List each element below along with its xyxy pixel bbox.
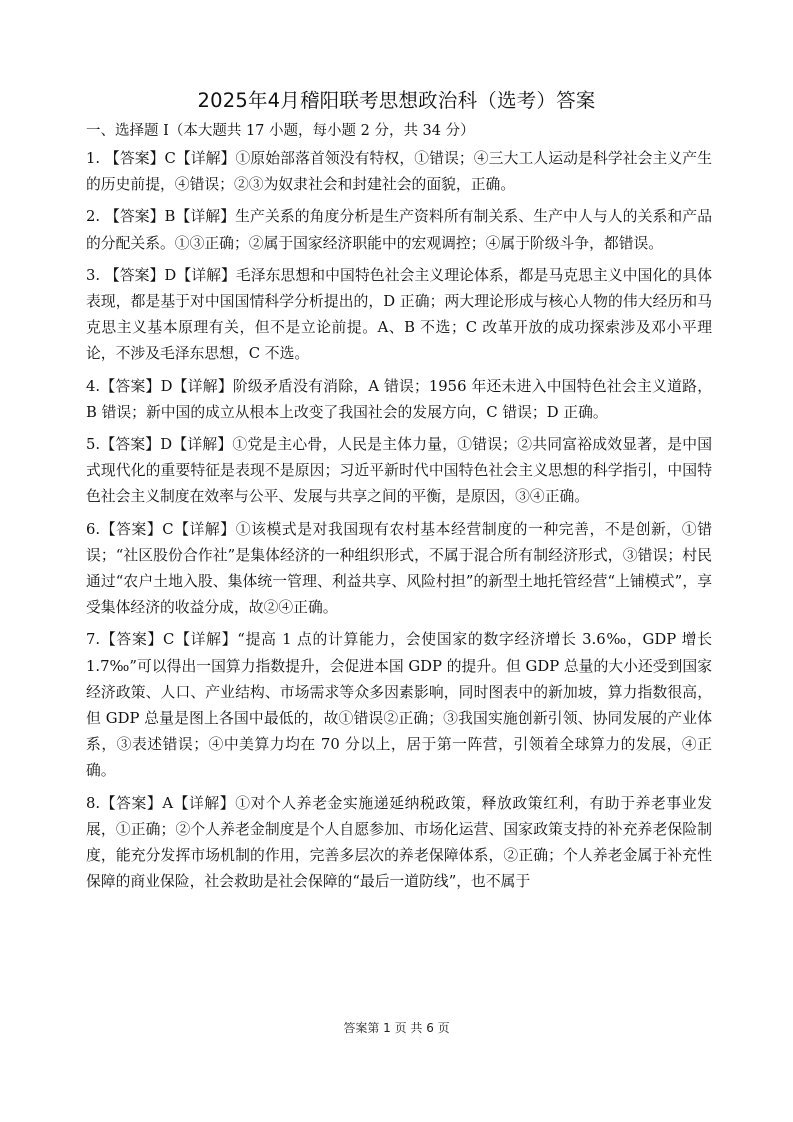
answer-item (86, 432, 712, 511)
answer-text: 【答案】C【详解】①该模式是对我国现有农村基本经营制度的一种完善，不是创新，①错误；“社区股份合作社”是集体经济的一种组织形式，不属于混合所有制经济形式，③错误；村民通过“农户土地入股、集体统一管理、利益共享、风险村担”的新型土地托管经营“上铺模式”，享受集体经济的收益分成，故②④正确。 (86, 520, 712, 617)
answer-text: 【答案】D【详解】毛泽东思想和中国特色社会主义理论体系，都是马克思主义中国化的具体表现，都是基于对中国国情科学分析提出的，D 正确；两大理论形成与核心人物的伟大经历和马克思主义基本原理有关，但不是立论前提。A、B 不选；C 改革开放的成功探索涉及邓小平理论，不涉及毛泽东思想，C 不选。 (86, 266, 712, 363)
answer-number: 6. (86, 520, 101, 538)
answer-item (86, 263, 712, 368)
answer-text: 【答案】B【详解】生产关系的角度分析是生产资料所有制关系、生产中人与人的关系和产品的分配关系。①③正确；②属于国家经济职能中的宏观调控；④属于阶级斗争，都错误。 (86, 208, 712, 252)
answer-number: 1. (86, 150, 105, 167)
answer-item (86, 204, 712, 256)
answer-text: 【答案】C【详解】“提高 1 点的计算能力，会使国家的数字经济增长 3.6‰，GDP 增长 1.7‰”可以得出一国算力指数提升，会促进本国 GDP 的提升。但 GDP 总量的大小还受到国家经济政策、人口、产业结构、市场需求等众多因素影响，同时图表中的新加坡，算力指数很高，但 GDP 总量是图上各国中最低的，故①错误②正确；③我国实施创新引领、协同发展的产业体系，③表述错误；④中美算力均在 70 分以上，居于第一阵营，引领着全球算力的发展，④正确。 (86, 631, 712, 780)
page-footer: 答案第 1 页 共 6 页 (343, 1021, 450, 1035)
answer-item (86, 627, 712, 784)
answer-number: 5. (86, 436, 101, 454)
answer-text: 【答案】D【详解】①党是主心骨，人民是主体力量，①错误；②共同富裕成效显著，是中国式现代化的重要特征是表现不是原因；习近平新时代中国特色社会主义思想的科学指引，中国特色社会主义制度在效率与公平、发展与共享之间的平衡，是原因，③④正确。 (86, 436, 712, 506)
answer-item (86, 791, 712, 896)
answer-number: 2. (86, 208, 105, 226)
answer-list (86, 146, 712, 901)
answer-number: 7. (86, 631, 101, 649)
answer-text: 【答案】D【详解】阶级矛盾没有消除，A 错误；1956 年还未进入中国特色社会主义道路，B 错误；新中国的成立从根本上改变了我国社会的发展方向，C 错误；D 正确。 (86, 377, 712, 421)
section-heading: 一、选择题 I（本大题共 17 小题，每小题 2 分，共 34 分） (86, 123, 475, 139)
answer-item (86, 517, 712, 622)
document-title: 2025年4月稽阳联考思想政治科（选考）答案 (197, 89, 596, 112)
answer-text: 【答案】A【详解】①对个人养老金实施递延纳税政策，释放政策红利，有助于养老事业发展，①正确；②个人养老金制度是个人自愿参加、市场化运营、国家政策支持的补充养老保险制度，能充分发挥市场机制的作用，完善多层次的养老保障体系，②正确；个人养老金属于补充性保障的商业保险，社会救助是社会保障的“最后一道防线”，也不属于 (86, 794, 712, 891)
answer-number: 3. (86, 266, 105, 284)
answer-text: 【答案】C【详解】①原始部落首领没有特权，①错误；④三大工人运动是科学社会主义产生的历史前提，④错误；②③为奴隶社会和封建社会的面貌，正确。 (86, 150, 712, 194)
answer-number: 4. (86, 377, 101, 395)
answer-number: 8. (86, 794, 101, 812)
answer-item (86, 374, 712, 426)
answer-item (86, 146, 712, 198)
